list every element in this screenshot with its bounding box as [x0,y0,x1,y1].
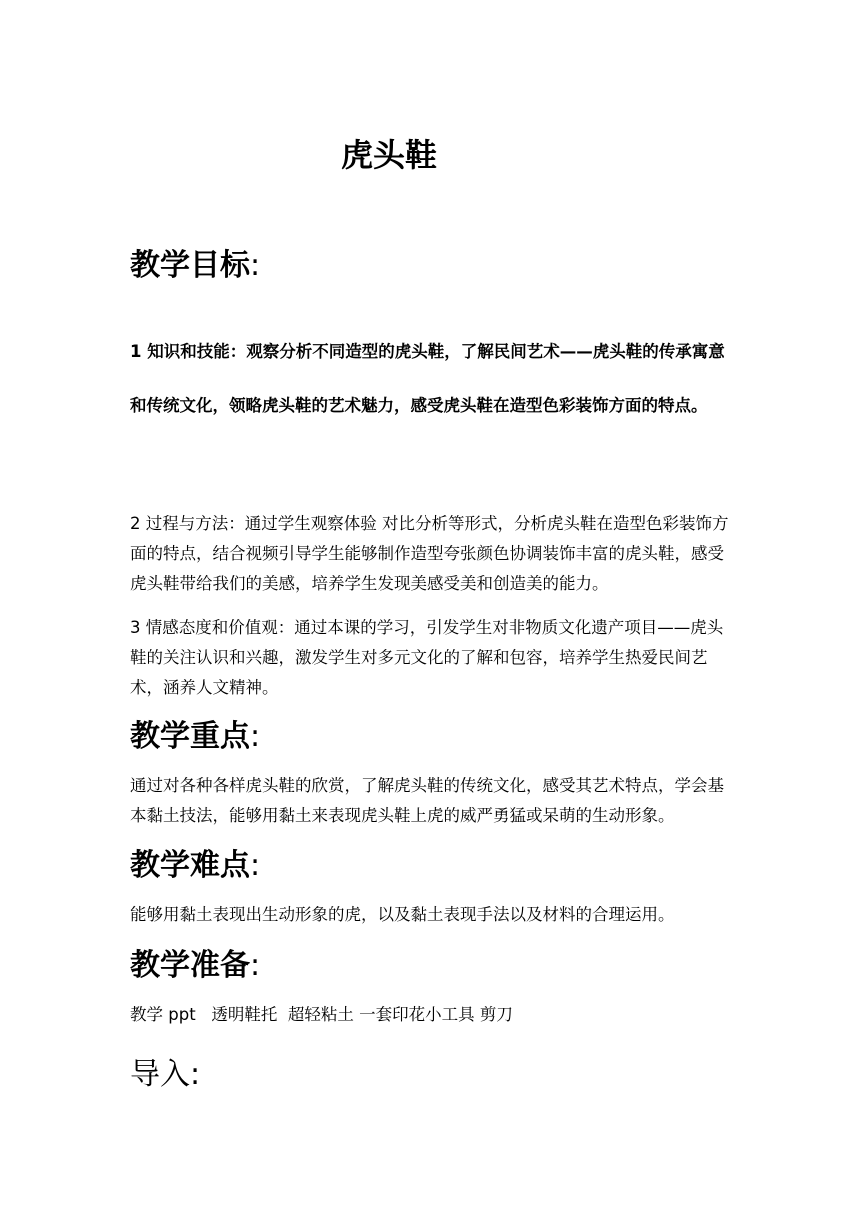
objectives-heading-colon: : [250,248,261,283]
document-title: 虎头鞋 [340,136,437,174]
introduction-heading [130,1055,200,1095]
objective-knowledge-skills: 1 知识和技能：观察分析不同造型的虎头鞋，了解民间艺术——虎头鞋的传承寓意和传统文化，领略虎头鞋的艺术魅力，感受虎头鞋在造型色彩装饰方面的特点。 [130,342,725,415]
key-points-text: 通过对各种各样虎头鞋的欣赏，了解虎头鞋的传统文化，感受其艺术特点，学会基本黏土技法，能够用黏土来表现虎头鞋上虎的威严勇猛或呆萌的生动形象。 [130,776,724,825]
introduction-heading-colon: : [190,1057,201,1092]
preparation-heading-colon: : [250,948,261,983]
objectives-heading-text: 教学目标 [130,248,250,283]
preparation-text: 教学 ppt 透明鞋托 超轻粘土 一套印花小工具 剪刀 [130,1005,513,1024]
key-points-heading-colon: : [250,719,261,754]
difficulties-heading [130,846,260,886]
preparation-heading-text: 教学准备 [130,948,250,983]
objective-process-methods: 2 过程与方法：通过学生观察体验 对比分析等形式，分析虎头鞋在造型色彩装饰方面的特点，结合视频引导学生能够制作造型夸张颜色协调装饰丰富的虎头鞋，感受虎头鞋带给我们的美感，培养学生发现美感受美和创造美的能力。 [130,514,729,593]
difficulties-text: 能够用黏土表现出生动形象的虎，以及黏土表现手法以及材料的合理运用。 [130,905,675,924]
objectives-heading [130,246,260,286]
difficulties-heading-text: 教学难点 [130,848,250,883]
key-points-heading [130,717,260,757]
objective-emotion-values: 3 情感态度和价值观：通过本课的学习，引发学生对非物质文化遗产项目——虎头鞋的关注认识和兴趣，激发学生对多元文化的了解和包容，培养学生热爱民间艺术，涵养人文精神。 [130,618,724,697]
preparation-heading [130,946,260,986]
difficulties-heading-colon: : [250,848,261,883]
introduction-heading-text: 导入 [130,1057,190,1092]
key-points-heading-text: 教学重点 [130,719,250,754]
